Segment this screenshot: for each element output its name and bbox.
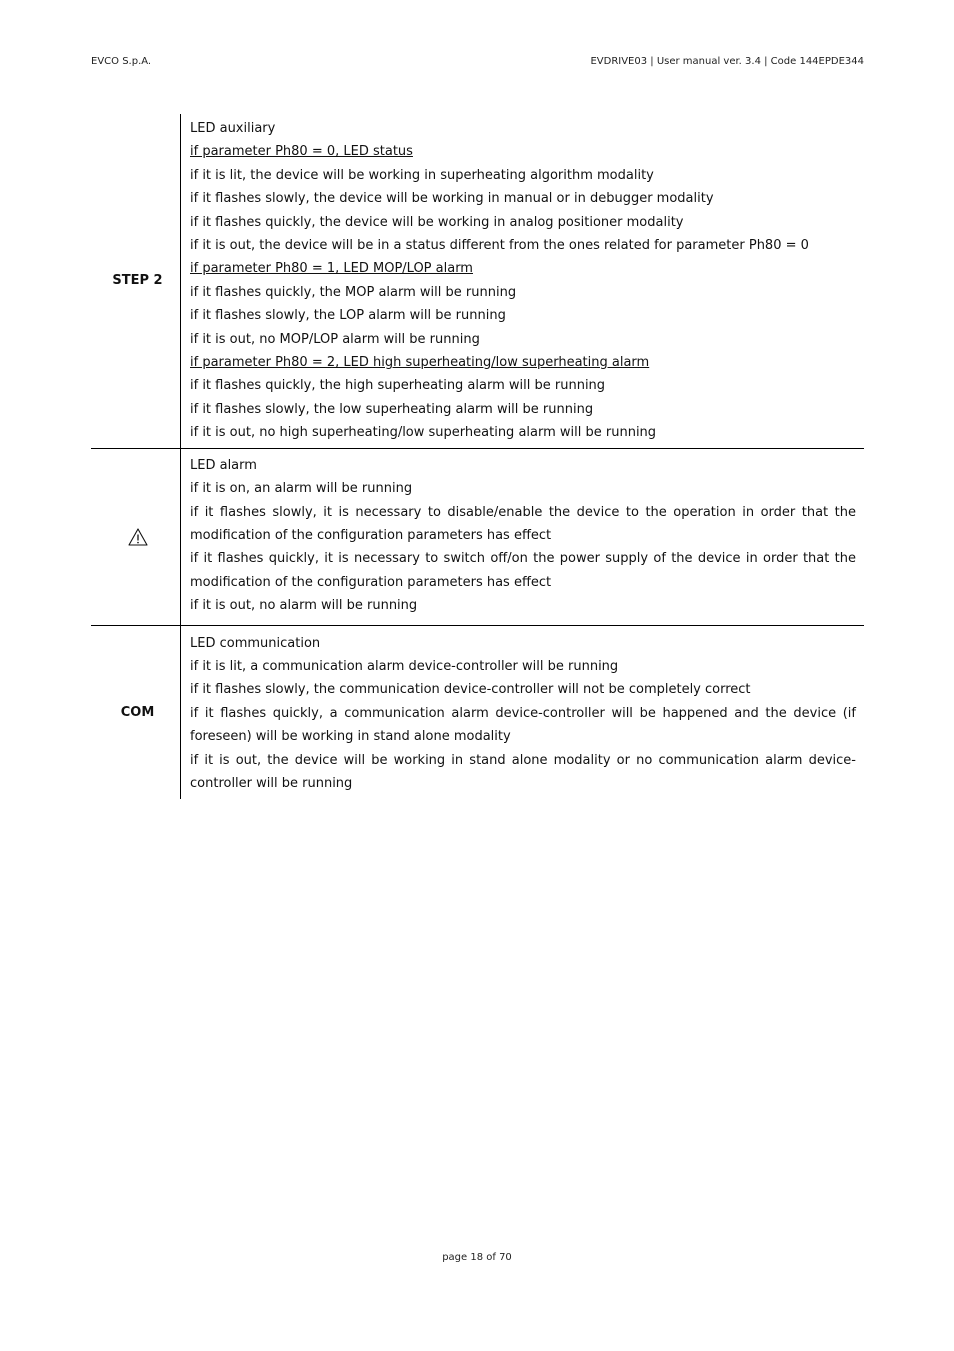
warning-triangle-icon [128,528,148,546]
description-line: LED communication [190,635,321,651]
description-line: if it flashes slowly, it is necessary to disable/enable the device to the operation in order that the modification of the configuration parameters has effect [190,504,856,543]
description-line: if it is lit, the device will be working in superheating algorithm modality [190,167,654,183]
description-line: LED auxiliary [190,121,276,136]
condition-heading: if parameter Ph80 = 1, LED MOP/LOP alarm [190,261,473,277]
row-description [181,626,864,800]
row-description [181,114,864,448]
description-line: if it is lit, a communication alarm device-controller will be running [190,658,619,674]
description-line: if it flashes quickly, a communication alarm device-controller will be happened and the device (if foreseen) will be working in stand alone modality [190,705,856,745]
header-doc-info: EVDRIVE03 | User manual ver. 3.4 | Code 144EPDE344 [590,56,864,67]
row-key-step2: STEP 2 [91,114,181,448]
description-line: if it flashes slowly, the device will be working in manual or in debugger modality [190,191,714,207]
table-row-step2 [91,114,864,448]
description-line: if it is out, the device will be working in stand alone modality or no communication alarm device-controller will be running [190,752,856,791]
description-line: if it flashes slowly, the communication device-controller will not be completely correct [190,682,751,698]
table-row-alarm [91,448,864,625]
row-description [181,449,864,625]
description-line: LED alarm [190,457,257,473]
description-line: if it is out, no high superheating/low superheating alarm will be running [190,425,657,441]
description-line: if it flashes slowly, the low superheating alarm will be running [190,401,594,417]
row-key-com: COM [91,626,181,800]
description-line: if it flashes quickly, the high superheating alarm will be running [190,378,606,394]
condition-heading: if parameter Ph80 = 2, LED high superheating/low superheating alarm [190,355,650,371]
table-row-com [91,625,864,800]
description-line: if it flashes quickly, it is necessary to switch off/on the power supply of the device in order that the modification of the configuration parameters has effect [190,551,856,590]
row-key-alarm [91,449,181,625]
page-number: page 18 of 70 [442,1252,512,1263]
description-line: if it flashes quickly, the MOP alarm will be running [190,284,517,300]
description-line: if it flashes slowly, the LOP alarm will be running [190,308,506,324]
header-company: EVCO S.p.A. [91,56,152,67]
description-line: if it is out, the device will be in a status different from the ones related for parameter Ph80 = 0 [190,238,809,254]
description-line: if it flashes quickly, the device will be working in analog positioner modality [190,214,684,230]
description-line: if it is out, no MOP/LOP alarm will be running [190,331,480,347]
condition-heading: if parameter Ph80 = 0, LED status [190,144,413,160]
description-line: if it is on, an alarm will be running [190,481,413,497]
led-table [91,114,864,799]
description-line: if it is out, no alarm will be running [190,598,418,614]
